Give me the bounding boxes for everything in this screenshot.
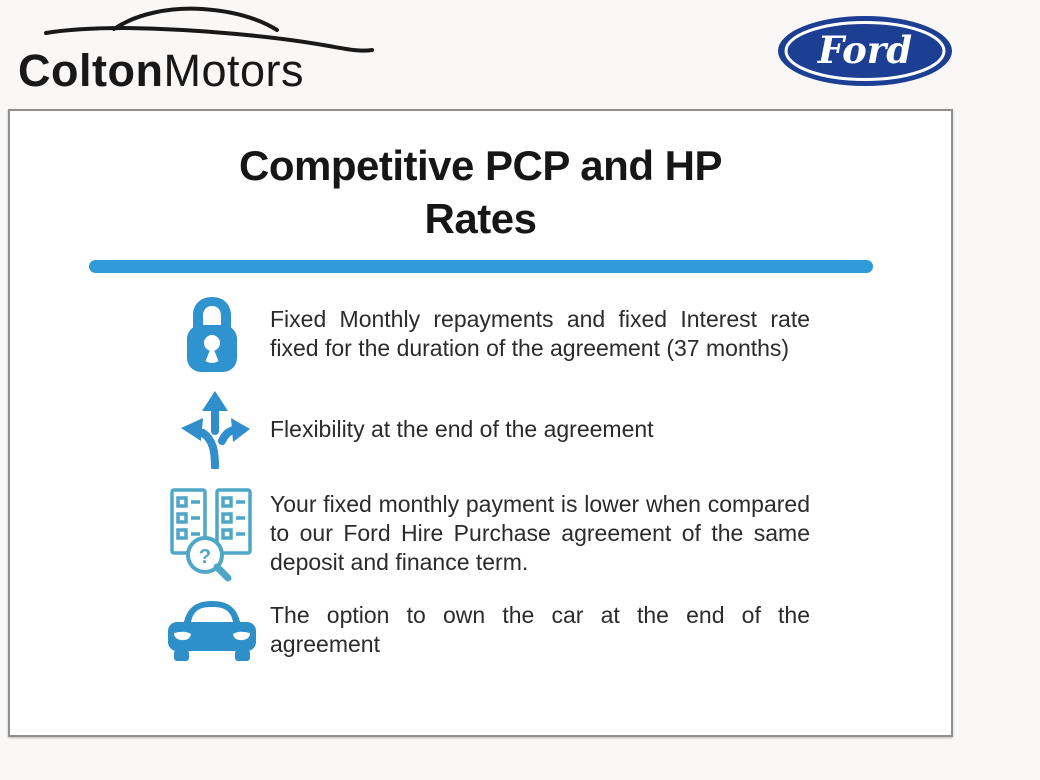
bullet-text: Fixed Monthly repayments and fixed Interest rate fixed for the duration of the agreement (37 months): [270, 306, 810, 361]
ford-oval-icon: [776, 14, 954, 88]
bullet-text: Your fixed monthly payment is lower when compared to our Ford Hire Purchase agreement of the same deposit and finance term.: [270, 491, 810, 575]
finance-panel: [8, 109, 953, 737]
dealer-name: [18, 45, 378, 96]
ford-logo: [776, 14, 954, 93]
dealer-name-bold: Colton: [18, 45, 164, 96]
question-mark-glyph: ?: [198, 546, 212, 568]
bullet-list: [10, 295, 951, 662]
dealer-logo: [18, 4, 378, 94]
bullet-icon-cell: [158, 485, 266, 582]
lock-icon: [185, 295, 239, 373]
bullet-icon-cell: [158, 598, 266, 662]
ford-wordmark: Ford: [817, 28, 913, 72]
list-item: [10, 485, 951, 582]
title-line-2: Rates: [424, 195, 537, 242]
bullet-text: The option to own the car at the end of the agreement: [270, 602, 810, 657]
list-item: [10, 295, 951, 373]
title-line-1: Competitive PCP and HP: [239, 142, 722, 189]
header: [0, 0, 1040, 108]
bullet-icon-cell: [158, 295, 266, 373]
bullet-icon-cell: [158, 389, 266, 469]
list-item: [10, 389, 951, 469]
bullet-text: Flexibility at the end of the agreement: [270, 415, 654, 442]
compare-documents-icon: [165, 485, 259, 582]
page-title: [10, 139, 951, 245]
car-icon: [166, 598, 258, 662]
dealer-name-light: Motors: [163, 45, 304, 96]
branching-arrows-icon: [172, 389, 252, 469]
list-item: [10, 598, 951, 662]
title-divider: [89, 260, 873, 273]
